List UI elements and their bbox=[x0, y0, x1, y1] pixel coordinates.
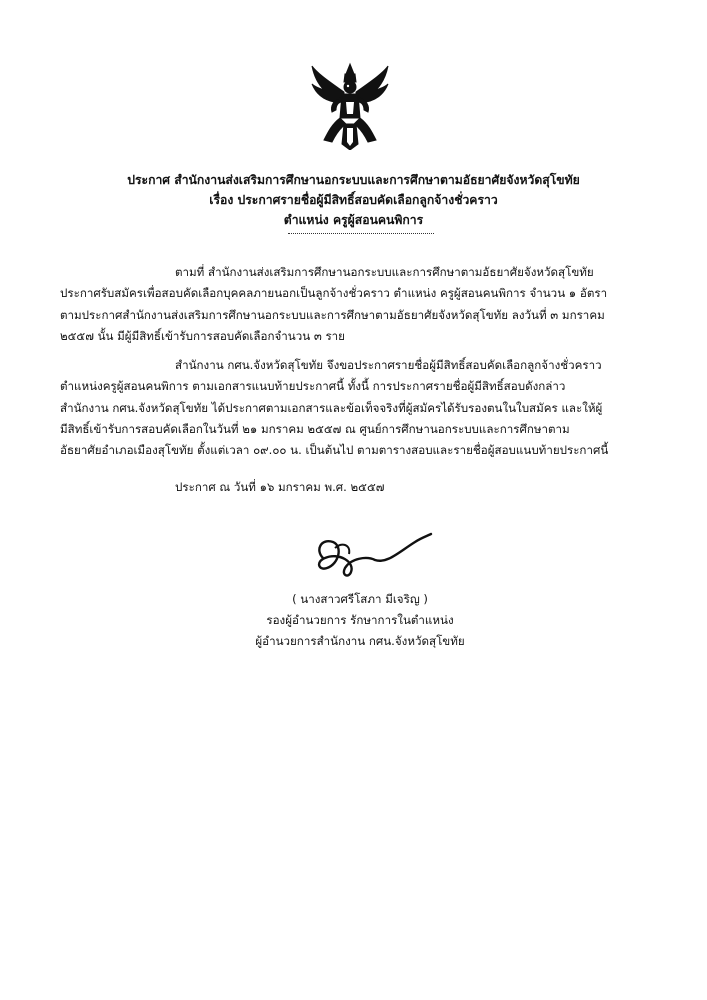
handwritten-signature bbox=[305, 528, 435, 583]
dotted-divider bbox=[288, 229, 434, 234]
paragraph-line: ตามที่ สำนักงานส่งเสริมการศึกษานอกระบบและการศึกษาตามอัธยาศัยจังหวัดสุโขทัย bbox=[175, 265, 594, 279]
announcement-subject: เรื่อง ประกาศรายชื่อผู้มีสิทธิ์สอบคัดเลือกลูกจ้างชั่วคราว bbox=[209, 193, 498, 207]
announcement-position: ตำแหน่ง ครูผู้สอนคนพิการ bbox=[283, 213, 424, 227]
signatory-name: ( นางสาวศรีโสภา มีเจริญ ) bbox=[292, 592, 428, 606]
body-paragraph-2 bbox=[60, 355, 655, 461]
signatory-position: รองผู้อำนวยการ รักษาการในตำแหน่ง bbox=[266, 613, 454, 627]
garuda-emblem-icon bbox=[310, 62, 390, 150]
announcement-title: ประกาศ สำนักงานส่งเสริมการศึกษานอกระบบและการศึกษาตามอัธยาศัยจังหวัดสุโขทัย bbox=[127, 173, 580, 187]
paragraph-line: ตำแหน่งครูผู้สอนคนพิการ ตามเอกสารแนบท้ายประกาศนี้ ทั้งนี้ การประกาศรายชื่อผู้มีสิทธิ์สอบดังกล่าว bbox=[60, 379, 566, 394]
paragraph-line: ประกาศรับสมัครเพื่อสอบคัดเลือกบุคคลภายนอกเป็นลูกจ้างชั่วคราว ตำแหน่ง ครูผู้สอนคนพิการ จำนวน ๑ อัตรา bbox=[60, 286, 608, 301]
paragraph-line: ๒๕๕๗ นั้น มีผู้มีสิทธิ์เข้ารับการสอบคัดเลือกจำนวน ๓ ราย bbox=[60, 328, 345, 343]
paragraph-line: สำนักงาน กศน.จังหวัดสุโขทัย จึงขอประกาศรายชื่อผู้มีสิทธิ์สอบคัดเลือกลูกจ้างชั่วคราว bbox=[175, 358, 602, 372]
paragraph-line: มีสิทธิ์เข้ารับการสอบคัดเลือกในวันที่ ๒๑ มกราคม ๒๕๕๗ ณ ศูนย์การศึกษานอกระบบและการศึกษาตาม bbox=[60, 421, 570, 436]
paragraph-line: สำนักงาน กศน.จังหวัดสุโขทัย ได้ประกาศตามเอกสารและข้อเท็จจริงที่ผู้สมัครได้รับรองตนในใบสมัคร และให้ผู้ bbox=[60, 400, 603, 415]
announcement-date: ประกาศ ณ วันที่ ๑๖ มกราคม พ.ศ. ๒๕๕๗ bbox=[175, 480, 385, 494]
paragraph-line: ตามประกาศสำนักงานส่งเสริมการศึกษานอกระบบและการศึกษาตามอัธยาศัยจังหวัดสุโขทัย ลงวันที่ ๓ มกราคม bbox=[60, 307, 605, 322]
body-paragraph-1 bbox=[60, 262, 655, 347]
signatory-office: ผู้อำนวยการสำนักงาน กศน.จังหวัดสุโขทัย bbox=[255, 634, 465, 648]
paragraph-line: อัธยาศัยอำเภอเมืองสุโขทัย ตั้งแต่เวลา ๐๙.๐๐ น. เป็นต้นไป ตามตารางสอบและรายชื่อผู้สอบแนบท้ายประกาศนี้ bbox=[60, 443, 609, 458]
